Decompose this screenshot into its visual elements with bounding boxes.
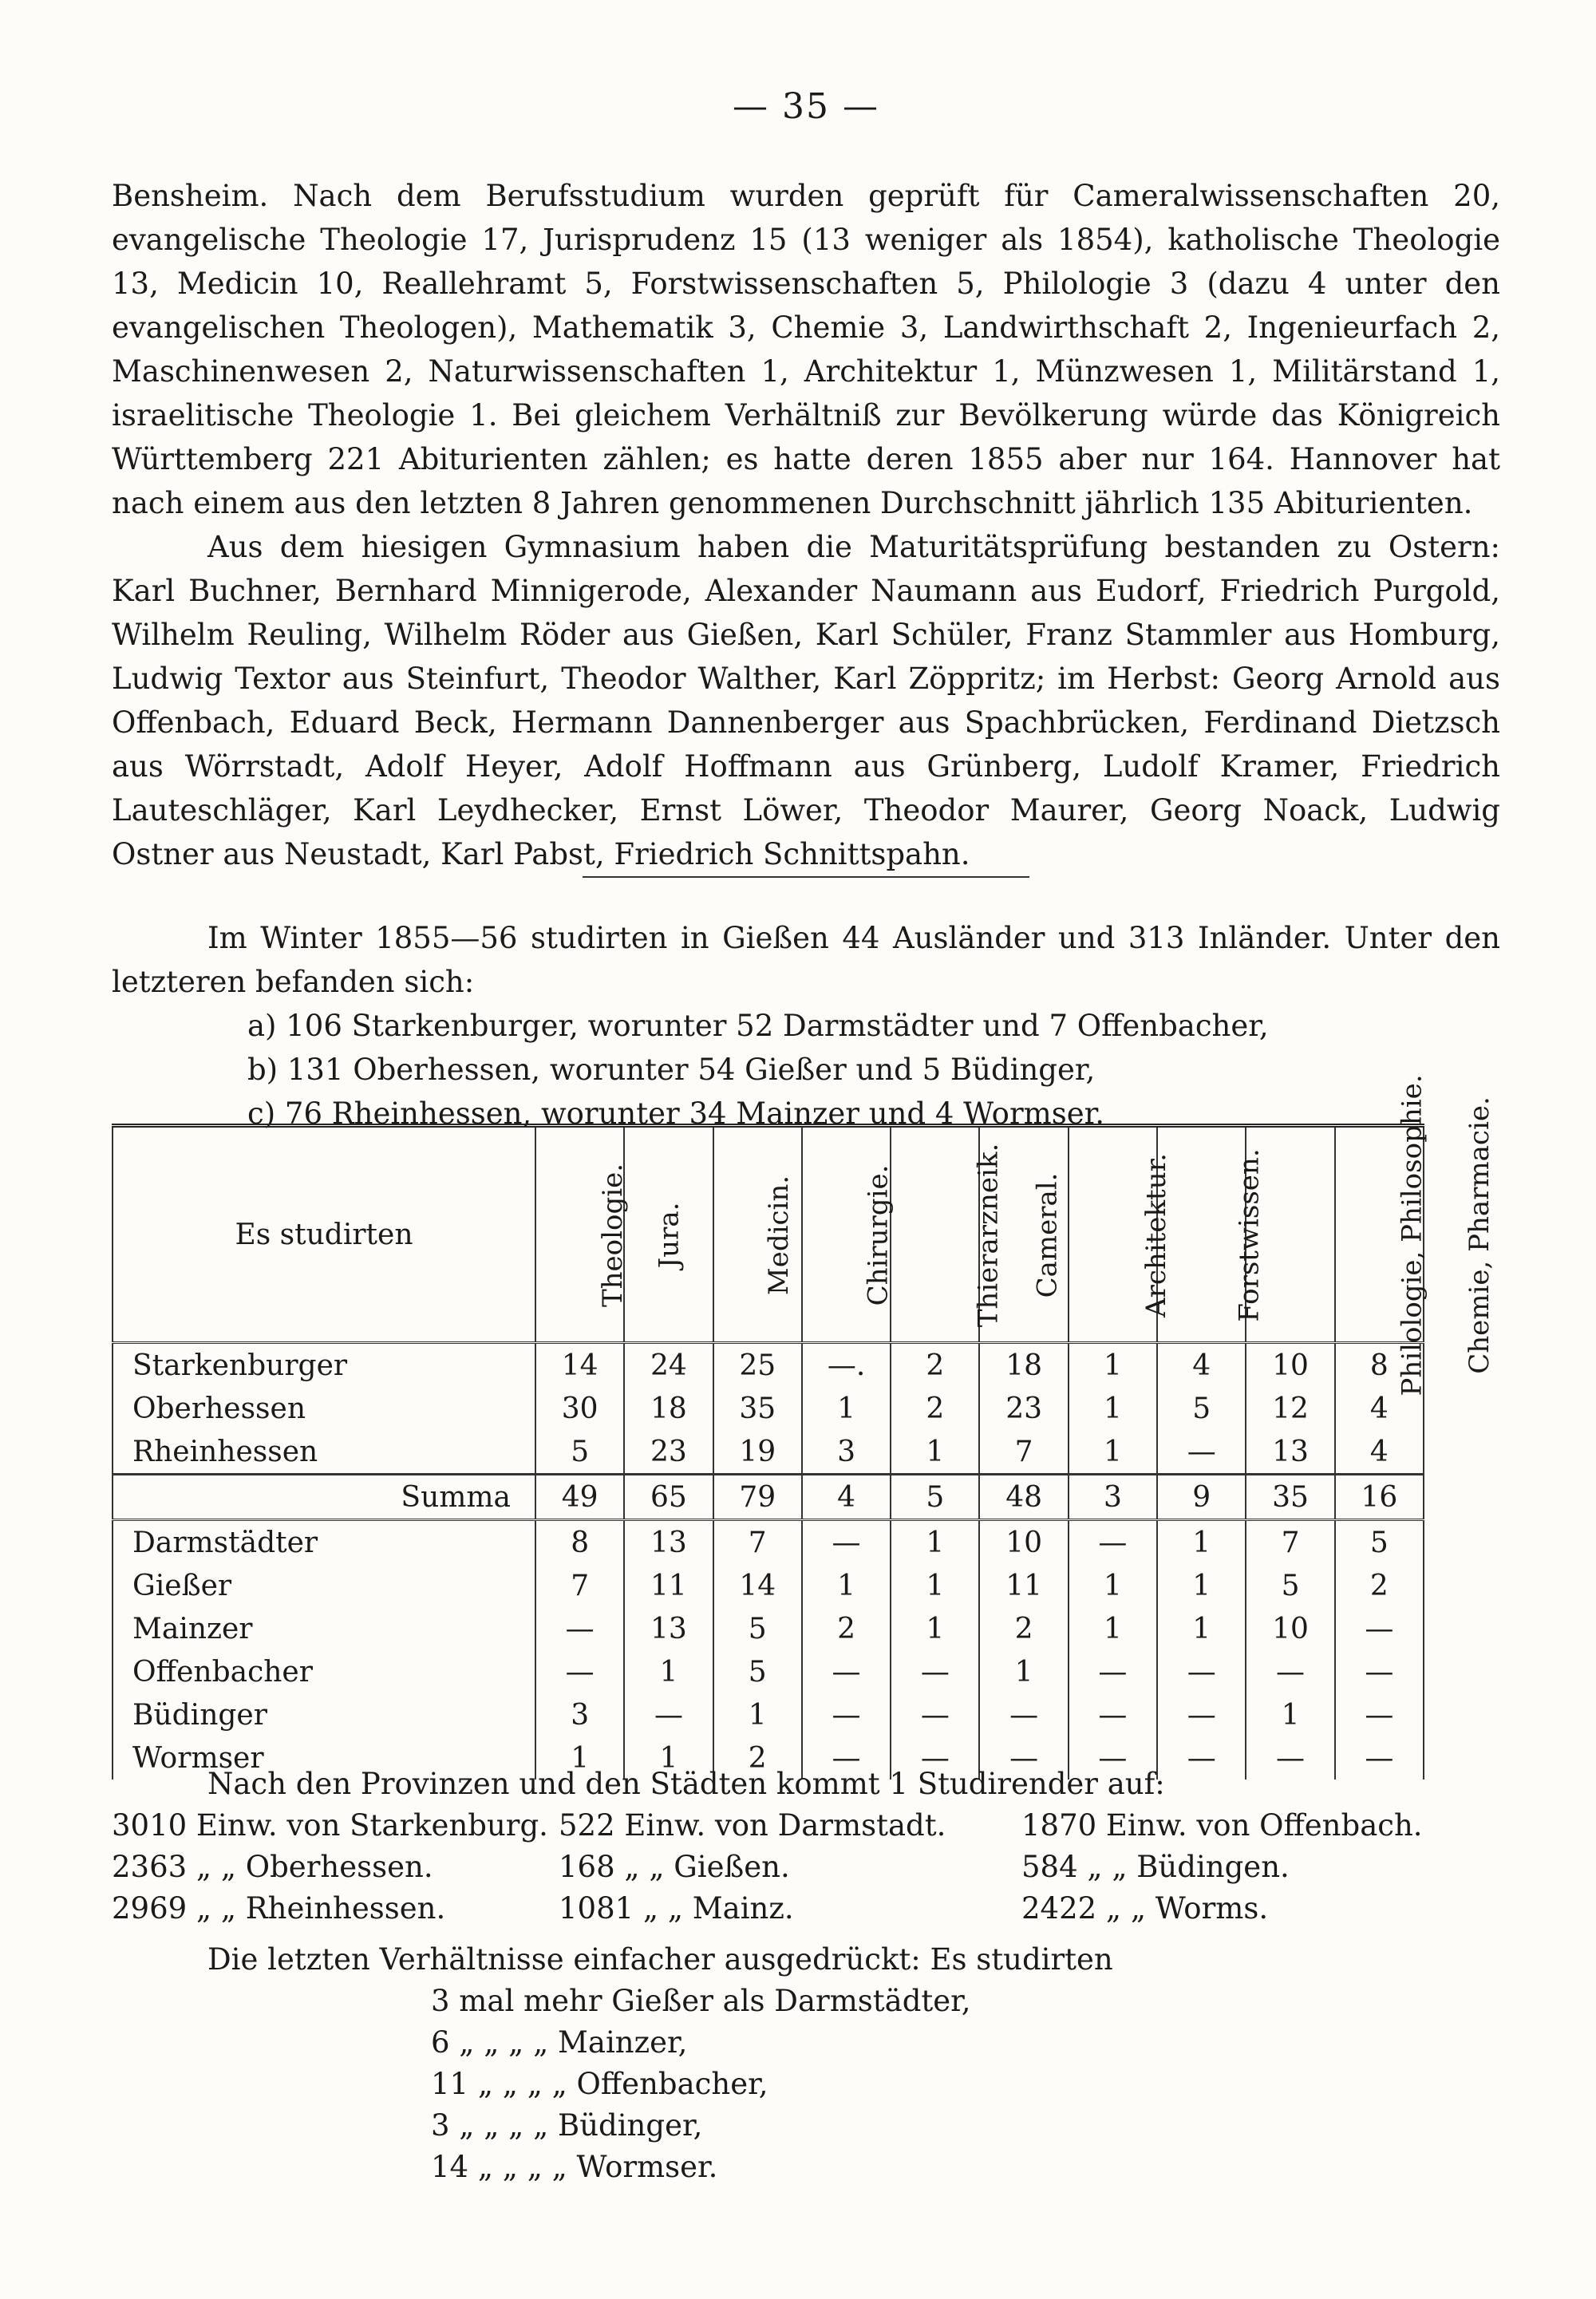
population-cell: 168 „ „ Gießen. [559, 1850, 790, 1884]
table-header-row [113, 1126, 1424, 1343]
table-cell: — [1335, 1693, 1424, 1736]
table-cell: 1 [1157, 1607, 1246, 1650]
table-cell: 1 [802, 1387, 891, 1430]
table-cell: 2 [979, 1607, 1068, 1650]
table-cell: — [1069, 1520, 1157, 1565]
ratio-row: 3 „ „ „ „ Büdinger, [431, 2108, 703, 2143]
section-divider [583, 876, 1029, 878]
city-row [113, 1520, 1424, 1565]
city-row [113, 1564, 1424, 1607]
table-cell: 11 [624, 1564, 713, 1607]
column-header: Jura. [624, 1126, 713, 1343]
column-header: Medicin. [713, 1126, 802, 1343]
table-cell: — [1157, 1650, 1246, 1693]
table-cell: 2 [1335, 1564, 1424, 1607]
table-cell: 2 [891, 1343, 979, 1388]
row-label: Büdinger [113, 1693, 535, 1736]
table-cell: 2 [891, 1387, 979, 1430]
table-cell: 13 [1246, 1430, 1334, 1475]
table-cell: — [802, 1736, 891, 1780]
table-cell: — [1069, 1736, 1157, 1780]
table-cell: — [979, 1736, 1068, 1780]
table-cell: — [1335, 1650, 1424, 1693]
table-cell: — [1157, 1693, 1246, 1736]
table-cell: 3 [535, 1693, 624, 1736]
table-cell: 48 [979, 1475, 1068, 1520]
table-cell: 5 [535, 1430, 624, 1475]
table-cell: 7 [1246, 1520, 1334, 1565]
table-cell: 18 [979, 1343, 1068, 1388]
page-number: — 35 — [733, 86, 879, 127]
table-cell: — [1069, 1693, 1157, 1736]
table-cell: 1 [1069, 1607, 1157, 1650]
sum-row [113, 1475, 1424, 1520]
table-cell: 1 [1069, 1343, 1157, 1388]
column-header: Philologie, Philosophie. [1246, 1126, 1334, 1343]
table-cell: 1 [624, 1650, 713, 1693]
column-header: Theologie. [535, 1126, 624, 1343]
table-cell: 1 [1157, 1520, 1246, 1565]
table-cell: 1 [891, 1520, 979, 1565]
table-cell: 1 [1069, 1564, 1157, 1607]
city-row [113, 1607, 1424, 1650]
table-cell: — [802, 1520, 891, 1565]
table-cell: — [1246, 1736, 1334, 1780]
table-cell: 1 [1246, 1693, 1334, 1736]
table-cell: 7 [713, 1520, 802, 1565]
table-cell: 2 [802, 1607, 891, 1650]
table-cell: — [802, 1650, 891, 1693]
table-cell: 2 [713, 1736, 802, 1780]
table-cell: 12 [1246, 1387, 1334, 1430]
table-cell: 1 [891, 1607, 979, 1650]
paragraph-winter-students [112, 916, 1500, 1004]
table-cell: — [1069, 1650, 1157, 1693]
list-item: b) 131 Oberhessen, worunter 54 Gießer und 5 Büdinger, [247, 1053, 1096, 1087]
table-cell: — [1157, 1430, 1246, 1475]
paragraph-examinations [112, 174, 1500, 525]
table-cell: 1 [1069, 1430, 1157, 1475]
table-cell: 11 [979, 1564, 1068, 1607]
table-cell: 14 [713, 1564, 802, 1607]
table-cell: 1 [891, 1430, 979, 1475]
row-label: Oberhessen [113, 1387, 535, 1430]
table-cell: 5 [1246, 1564, 1334, 1607]
population-cell: 1870 Einw. von Offenbach. [1021, 1808, 1423, 1843]
row-label: Wormser [113, 1736, 535, 1780]
table-cell: 1 [1069, 1387, 1157, 1430]
table-cell: 30 [535, 1387, 624, 1430]
table-cell: 3 [1069, 1475, 1157, 1520]
table-cell: 23 [624, 1430, 713, 1475]
corner-label: Es studirten [113, 1126, 535, 1343]
table-cell: — [891, 1650, 979, 1693]
table-cell: 8 [1335, 1343, 1424, 1388]
population-cell: 584 „ „ Büdingen. [1021, 1850, 1290, 1884]
table-cell: — [624, 1693, 713, 1736]
ratio-row: 11 „ „ „ „ Offenbacher, [431, 2067, 768, 2101]
population-cell: 2363 „ „ Oberhessen. [112, 1850, 433, 1884]
population-cell: 2969 „ „ Rheinhessen. [112, 1891, 446, 1926]
row-label: Mainzer [113, 1607, 535, 1650]
table-cell: 13 [624, 1520, 713, 1565]
paragraph-text: Bensheim. Nach dem Berufsstudium wurden geprüft für Cameralwissenschaften 20, evangelische Theologie 17, Jurisprudenz 15 (13 weniger als 1854), katholische Theologie 13, Medicin 10, Reallehramt 5, Forstwissenschaften 5, Philologie 3 (dazu 4 unter den evangelischen Theologen), Mathematik 3, Chemie 3, Landwirthschaft 2, Ingenieurfach 2, Maschinenwesen 2, Naturwissenschaften 1, Architektur 1, Münzwesen 1, Militärstand 1, israelitische Theologie 1. Bei gleichem Verhältniß zur Bevölkerung würde das Königreich Württemberg 221 Abiturienten zählen; es hatte deren 1855 aber nur 164. Hannover hat nach einem aus den letzten 8 Jahren genommenen Durchschnitt jährlich 135 Abiturienten. [112, 179, 1500, 520]
table-cell: 7 [979, 1430, 1068, 1475]
province-row [113, 1343, 1424, 1388]
table-cell: 3 [802, 1430, 891, 1475]
ratio-intro: Die letzten Verhältnisse einfacher ausgedrückt: Es studirten [207, 1942, 1113, 1977]
table-cell: 5 [1157, 1387, 1246, 1430]
ratio-row: 3 mal mehr Gießer als Darmstädter, [431, 1984, 971, 2018]
table-cell: — [802, 1693, 891, 1736]
row-label: Darmstädter [113, 1520, 535, 1565]
table-cell: 25 [713, 1343, 802, 1388]
list-item: c) 76 Rheinhessen, worunter 34 Mainzer und 4 Wormser. [247, 1096, 1104, 1131]
table-cell: 13 [624, 1607, 713, 1650]
row-label: Starkenburger [113, 1343, 535, 1388]
table-cell: 1 [624, 1736, 713, 1780]
table-cell: 35 [713, 1387, 802, 1430]
table-cell: — [891, 1693, 979, 1736]
row-label: Rheinhessen [113, 1430, 535, 1475]
table-cell: 1 [979, 1650, 1068, 1693]
table-cell: 65 [624, 1475, 713, 1520]
table-cell: —. [802, 1343, 891, 1388]
table-cell: 35 [1246, 1475, 1334, 1520]
table-cell: — [1335, 1736, 1424, 1780]
population-cell: 522 Einw. von Darmstadt. [559, 1808, 946, 1843]
row-label: Summa [113, 1475, 535, 1520]
column-header: Chirurgie. [802, 1126, 891, 1343]
table-cell: — [891, 1736, 979, 1780]
table-cell: — [1246, 1650, 1334, 1693]
table-cell: 24 [624, 1343, 713, 1388]
ratio-row: 6 „ „ „ „ Mainzer, [431, 2025, 688, 2060]
table-cell: — [1335, 1607, 1424, 1650]
city-row [113, 1650, 1424, 1693]
table-cell: 4 [802, 1475, 891, 1520]
table-cell: 8 [535, 1520, 624, 1565]
table-cell: 4 [1335, 1430, 1424, 1475]
table-cell: 10 [979, 1520, 1068, 1565]
table-cell: 5 [1335, 1520, 1424, 1565]
province-row [113, 1387, 1424, 1430]
table-cell: 1 [891, 1564, 979, 1607]
column-header: Chemie, Pharmacie. [1335, 1126, 1424, 1343]
column-header: Forstwissen. [1157, 1126, 1246, 1343]
table-cell: — [535, 1650, 624, 1693]
table-cell: 10 [1246, 1343, 1334, 1388]
table-cell: 49 [535, 1475, 624, 1520]
table-cell: 10 [1246, 1607, 1334, 1650]
ratio-row: 14 „ „ „ „ Wormser. [431, 2150, 718, 2184]
paragraph-graduates [112, 525, 1500, 876]
table-cell: 5 [891, 1475, 979, 1520]
city-row [113, 1693, 1424, 1736]
table-cell: 19 [713, 1430, 802, 1475]
row-label: Gießer [113, 1564, 535, 1607]
list-item: a) 106 Starkenburger, worunter 52 Darmstädter und 7 Offenbacher, [247, 1009, 1269, 1043]
population-cell: 3010 Einw. von Starkenburg. [112, 1808, 548, 1843]
table-cell: — [535, 1607, 624, 1650]
table-cell: — [979, 1693, 1068, 1736]
table-cell: 5 [713, 1650, 802, 1693]
table-cell: 1 [802, 1564, 891, 1607]
population-intro: Nach den Provinzen und den Städten kommt 1 Studirender auf: [207, 1767, 1165, 1801]
column-header: Architektur. [1069, 1126, 1157, 1343]
row-label: Offenbacher [113, 1650, 535, 1693]
table-cell: — [1157, 1736, 1246, 1780]
column-header: Cameral. [979, 1126, 1068, 1343]
table-cell: 23 [979, 1387, 1068, 1430]
student-origin-list [247, 1004, 1269, 1136]
table-cell: 79 [713, 1475, 802, 1520]
table-cell: 1 [535, 1736, 624, 1780]
table-cell: 14 [535, 1343, 624, 1388]
population-cell: 1081 „ „ Mainz. [559, 1891, 794, 1926]
column-header: Thierarzneik. [891, 1126, 979, 1343]
population-cell: 2422 „ „ Worms. [1021, 1891, 1269, 1926]
table-cell: 1 [713, 1693, 802, 1736]
paragraph-text: Im Winter 1855—56 studirten in Gießen 44 Ausländer und 313 Inländer. Unter den letzteren befanden sich: [112, 921, 1500, 999]
table-cell: 1 [1157, 1564, 1246, 1607]
table-cell: 7 [535, 1564, 624, 1607]
paragraph-text: Aus dem hiesigen Gymnasium haben die Maturitätsprüfung bestanden zu Ostern: Karl Buchner, Bernhard Minnigerode, Alexander Naumann aus Eudorf, Friedrich Purgold, Wilhelm Reuling, Wilhelm Röder aus Gießen, Karl Schüler, Franz Stammler aus Homburg, Ludwig Textor aus Steinfurt, Theodor Walther, Karl Zöppritz; im Herbst: Georg Arnold aus Offenbach, Eduard Beck, Hermann Dannenberger aus Spachbrücken, Ferdinand Dietzsch aus Wörrstadt, Adolf Heyer, Adolf Hoffmann aus Grünberg, Ludolf Kramer, Friedrich Lauteschläger, Karl Leydhecker, Ernst Löwer, Theodor Maurer, Georg Noack, Ludwig Ostner aus Neustadt, Karl Pabst, Friedrich Schnittspahn. [112, 530, 1500, 871]
table-cell: 18 [624, 1387, 713, 1430]
table-cell: 4 [1157, 1343, 1246, 1388]
table-cell: 5 [713, 1607, 802, 1650]
province-row [113, 1430, 1424, 1475]
table-cell: 9 [1157, 1475, 1246, 1520]
table-cell: 16 [1335, 1475, 1424, 1520]
table-cell: 4 [1335, 1387, 1424, 1430]
